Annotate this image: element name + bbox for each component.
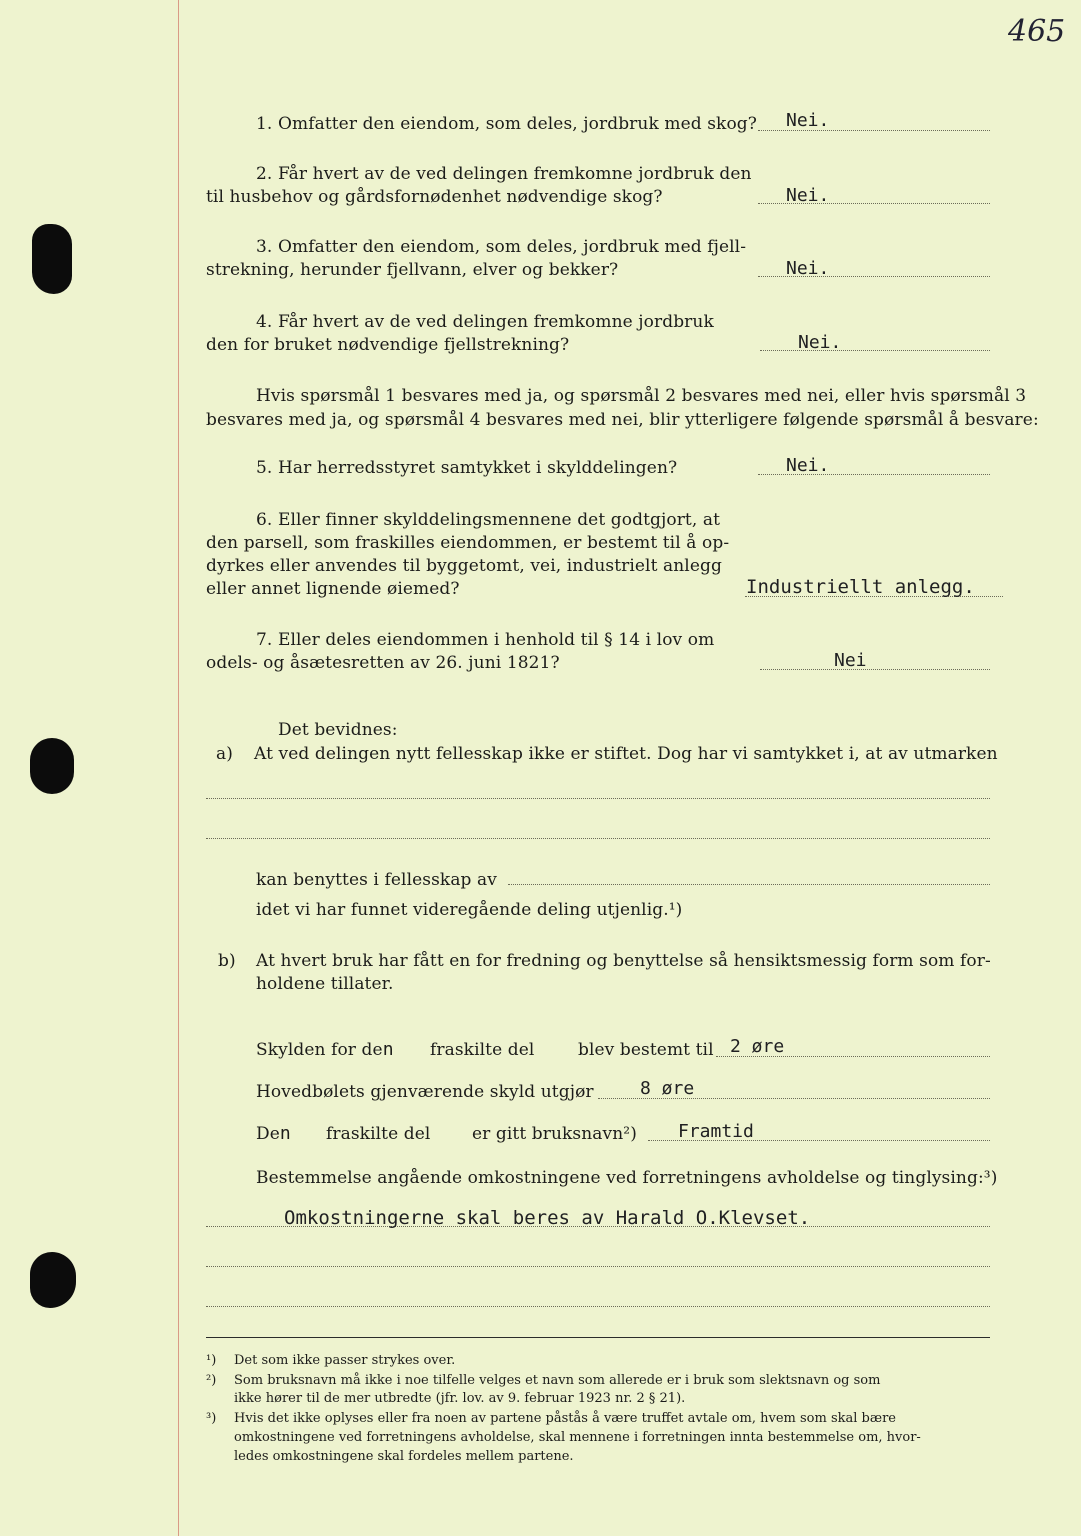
bruksnavn-c: er gitt bruksnavn²) — [472, 1124, 637, 1144]
footnote-2-line-2: ikke hører til de mer utbredte (jfr. lov. av 9. februar 1923 nr. 2 § 21). — [234, 1391, 686, 1406]
question-1-text: 1. Omfatter den eiendom, som deles, jordbruk med skog? — [256, 114, 757, 134]
skyld-line-1-c: blev bestemt til — [578, 1040, 714, 1060]
certify-b-line-1: At hvert bruk har fått en for fredning og benyttelse så hensiktsmessig form som for- — [256, 951, 991, 971]
question-5-text: 5. Har herredsstyret samtykket i skylddelingen? — [256, 458, 678, 478]
punch-hole-middle — [30, 738, 74, 794]
omkostning-label: Bestemmelse angående omkostningene ved forretningens avholdelse og tinglysing:³) — [256, 1168, 998, 1188]
answer-2: Nei. — [786, 185, 830, 206]
answer-1: Nei. — [786, 110, 830, 131]
omkostning-line-3 — [206, 1306, 990, 1307]
certify-a-label: a) — [216, 744, 233, 764]
skyld-value: 2 øre — [730, 1036, 785, 1057]
answer-6: Industriellt anlegg. — [746, 576, 975, 598]
omkostning-value: Omkostningerne skal beres av Harald O.Klevset. — [284, 1207, 811, 1229]
answer-3: Nei. — [786, 258, 830, 279]
bruksnavn-value: Framtid — [678, 1121, 754, 1142]
question-6-line-1: 6. Eller finner skylddelingsmennene det godtgjort, at — [256, 510, 721, 530]
punch-hole-bottom — [30, 1252, 76, 1308]
footnote-separator — [206, 1337, 990, 1338]
common-answer-line — [508, 884, 990, 885]
skyld-line-1-b: fraskilte del — [430, 1040, 535, 1060]
question-3-line-1: 3. Omfatter den eiendom, som deles, jordbruk med fjell- — [256, 237, 747, 257]
common-end-text: idet vi har funnet videregående deling utjenlig.¹) — [256, 900, 683, 920]
intro-line-2: besvares med ja, og spørsmål 4 besvares med nei, blir ytterligere følgende spørsmål å besvare: — [206, 410, 1039, 430]
footnote-2-mark: ²) — [206, 1373, 217, 1388]
question-7-line-2: odels- og åsætesretten av 26. juni 1821? — [206, 653, 560, 673]
footnote-1-mark: ¹) — [206, 1353, 217, 1368]
answer-4: Nei. — [798, 332, 842, 353]
answer-line-7 — [760, 669, 990, 670]
skyld-line-1-a: Skylden for den — [256, 1039, 394, 1060]
certify-b-line-2: holdene tillater. — [256, 974, 394, 994]
question-2-line-1: 2. Får hvert av de ved delingen fremkomne jordbruk den — [256, 164, 752, 184]
footnote-3-line-2: omkostningene ved forretningens avholdelse, skal mennene i forretningen innta bestemmelse om, hvor- — [234, 1430, 921, 1445]
question-2-line-2: til husbehov og gårdsfornødenhet nødvendige skog? — [206, 187, 663, 207]
answer-7: Nei — [834, 650, 867, 671]
margin-rule — [178, 0, 179, 1536]
certify-heading: Det bevidnes: — [278, 720, 398, 740]
certify-b-label: b) — [218, 951, 236, 971]
question-6-line-4: eller annet lignende øiemed? — [206, 579, 460, 599]
footnote-3-line-3: ledes omkostningene skal fordeles mellem partene. — [234, 1449, 574, 1464]
intro-line-1: Hvis spørsmål 1 besvares med ja, og spørsmål 2 besvares med nei, eller hvis spørsmål 3 — [256, 386, 1027, 406]
blank-line-1 — [206, 798, 990, 799]
question-6-line-3: dyrkes eller anvendes til byggetomt, vei, industrielt anlegg — [206, 556, 722, 576]
question-3-line-2: strekning, herunder fjellvann, elver og bekker? — [206, 260, 619, 280]
punch-hole-top — [32, 224, 72, 294]
footnote-1-line-1: Det som ikke passer strykes over. — [234, 1353, 456, 1368]
footnote-3-mark: ³) — [206, 1411, 217, 1426]
page-number: 465 — [1008, 14, 1066, 49]
answer-5: Nei. — [786, 455, 830, 476]
bruksnavn-a: Den — [256, 1123, 291, 1144]
hovedbol-label: Hovedbølets gjenværende skyld utgjør — [256, 1082, 594, 1102]
blank-line-2 — [206, 838, 990, 839]
question-6-line-2: den parsell, som fraskilles eiendommen, er bestemt til å op- — [206, 533, 730, 553]
hovedbol-value: 8 øre — [640, 1078, 695, 1099]
bruksnavn-b: fraskilte del — [326, 1124, 431, 1144]
question-4-line-2: den for bruket nødvendige fjellstrekning? — [206, 335, 570, 355]
common-label: kan benyttes i fellesskap av — [256, 870, 497, 890]
certify-a-text: At ved delingen nytt fellesskap ikke er stiftet. Dog har vi samtykket i, at av utmarken — [254, 744, 998, 764]
omkostning-line-2 — [206, 1266, 990, 1267]
answer-line-4 — [760, 350, 990, 351]
question-4-line-1: 4. Får hvert av de ved delingen fremkomne jordbruk — [256, 312, 714, 332]
question-7-line-1: 7. Eller deles eiendommen i henhold til § 14 i lov om — [256, 630, 715, 650]
footnote-3-line-1: Hvis det ikke oplyses eller fra noen av partene påstås å være truffet avtale om, hvem som skal bære — [234, 1411, 896, 1426]
footnote-2-line-1: Som bruksnavn må ikke i noe tilfelle velges et navn som allerede er i bruk som slektsnavn og som — [234, 1373, 881, 1388]
